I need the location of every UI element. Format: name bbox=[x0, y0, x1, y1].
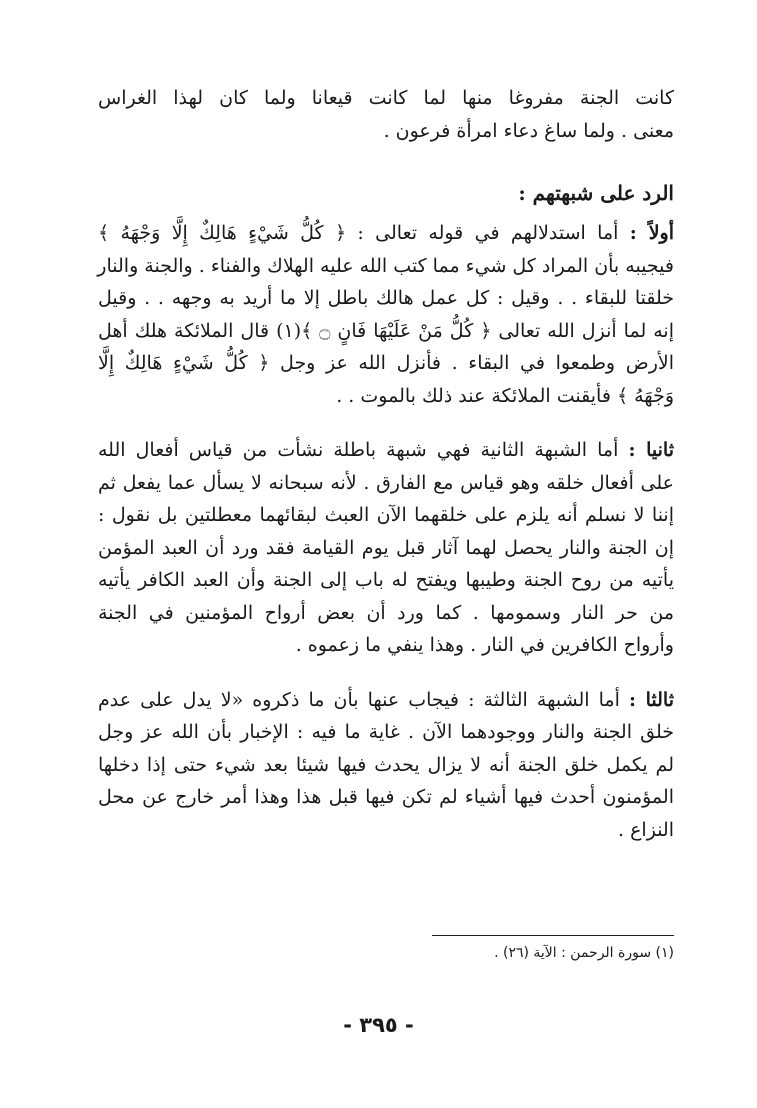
text-line bbox=[98, 434, 674, 467]
page-number: - ٣٩٥ - bbox=[343, 1013, 414, 1037]
intro-paragraph bbox=[98, 82, 674, 147]
paragraph-lead: أولاً : bbox=[629, 222, 674, 244]
paragraph-lead: ثالثا : bbox=[628, 688, 674, 711]
text-line: خلق الجنة والنار ووجودهما الآن . غاية ما فيه : الإخبار بأن الله عز وجل bbox=[98, 721, 674, 743]
text-line: إنه لما أنزل الله تعالى ﴿ كُلُّ مَنْ عَلَيْهَا فَانٍ ۝ ﴾(١) قال الملائكة هلك أهل bbox=[98, 319, 674, 342]
line-text: أما استدلالهم في قوله تعالى : ﴿ كُلُّ شَيْءٍ هَالِكٌ إِلَّا وَجْهَهُ ﴾ bbox=[98, 222, 619, 244]
page-body bbox=[98, 70, 674, 846]
text-line: معنى . ولما ساغ دعاء امرأة فرعون . bbox=[383, 119, 674, 142]
text-line bbox=[98, 684, 674, 717]
line-text: أما الشبهة الثانية فهي شبهة باطلة نشأت من قياس أفعال الله bbox=[98, 439, 619, 461]
text-line: يأتيه من روح الجنة وطيبها ويفتح له باب إلى الجنة وأن العبد الكافر يأتيه bbox=[98, 569, 674, 591]
text-line: وأرواح الكافرين في النار . وهذا ينفي ما زعموه . bbox=[295, 634, 674, 656]
text-line: من حر النار وسمومها . كما ورد أن بعض أرواح المؤمنين في الجنة bbox=[98, 601, 674, 624]
text-line: الأرض وطمعوا في البقاء . فأنزل الله عز وجل ﴿ كُلُّ شَيْءٍ هَالِكٌ إِلَّا bbox=[98, 352, 674, 374]
text-line: فيجيبه بأن المراد كل شيء مما كتب الله عليه الهلاك والفناء . والجنة والنار bbox=[97, 254, 674, 277]
section-heading: الرد على شبهتهم : bbox=[518, 181, 674, 205]
line-text: أما الشبهة الثالثة : فيجاب عنها بأن ما ذكروه «لا يدل على عدم bbox=[98, 688, 620, 711]
text-line: خلقتا للبقاء . . وقيل : كل عمل هالك باطل إلا ما أريد به وجهه . . وقيل bbox=[98, 287, 674, 309]
first-paragraph bbox=[98, 217, 674, 412]
text-line: لم يكمل خلق الجنة أنه لا يزال يحدث فيها شيئا بعد شيء حتى إذا دخلها bbox=[98, 753, 674, 776]
text-line: المؤمنون أحدث فيها أشياء لم تكن فيها قبل هذا وهذا أمر خارج عن محل bbox=[98, 786, 674, 808]
footnote-divider bbox=[432, 935, 674, 936]
paragraph-lead: ثانيا : bbox=[628, 439, 674, 461]
text-line: على أفعال خلقه وهو قياس مع الفارق . لأنه سبحانه لا يسأل عما يفعل ثم bbox=[98, 471, 674, 494]
text-line: وَجْهَهُ ﴾ فأيقنت الملائكة عند ذلك بالموت . . bbox=[336, 384, 674, 407]
text-line: كانت الجنة مفروغا منها لما كانت قيعانا ولما كان لهذا الغراس bbox=[98, 87, 674, 109]
text-line: النزاع . bbox=[618, 818, 674, 841]
text-line: إننا لا نسلم أنه يلزم على خلقهما الآن العبث لبقائهما معطلتين بل نقول : bbox=[98, 504, 674, 526]
footnote: (١) سورة الرحمن : الآية (٢٦) . bbox=[494, 945, 674, 961]
text-line bbox=[98, 217, 674, 250]
second-paragraph bbox=[98, 434, 674, 662]
third-paragraph bbox=[98, 684, 674, 847]
text-line: إن الجنة والنار يحصل لهما آثار قبل يوم القيامة فقد ورد أن العبد المؤمن bbox=[98, 536, 674, 559]
